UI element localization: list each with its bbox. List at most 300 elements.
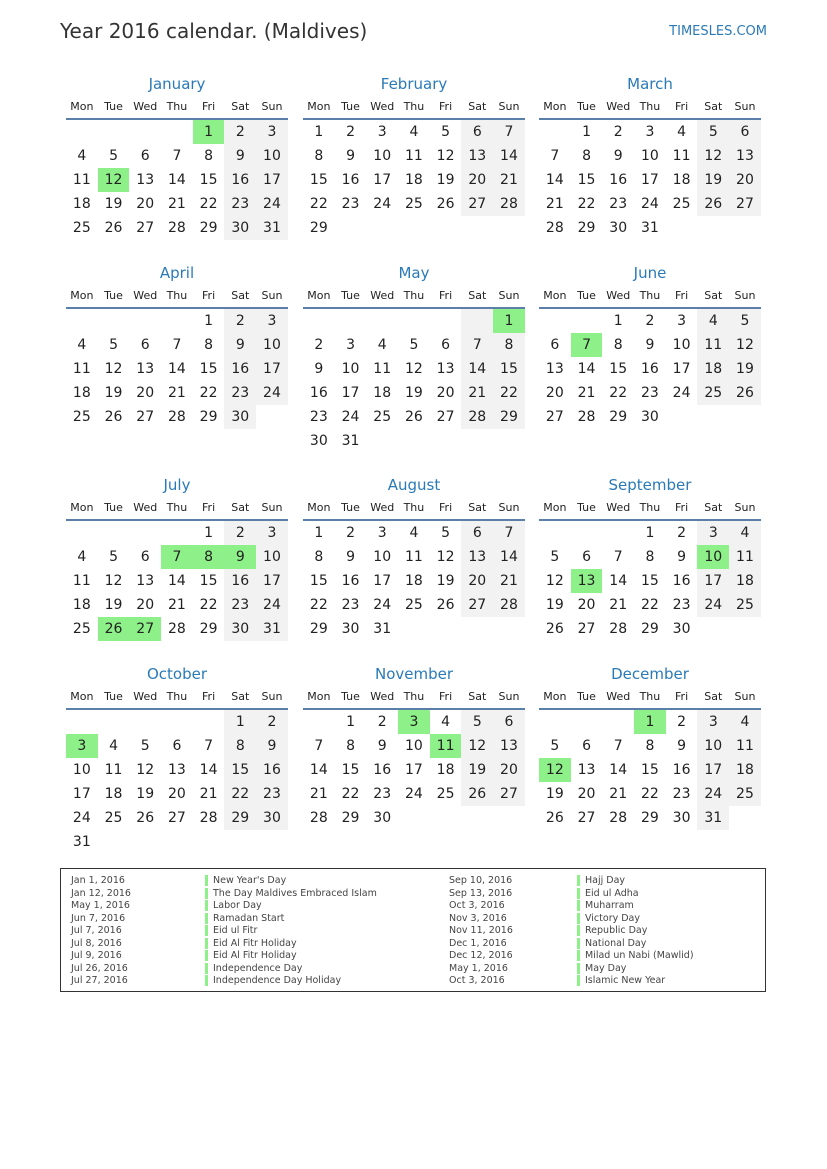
day-cell: 9: [346, 549, 355, 565]
day-cell: 15: [224, 758, 256, 782]
month-name: September: [608, 476, 692, 494]
weekday-label: Sat: [468, 501, 487, 514]
day-cell: 30: [224, 216, 256, 240]
month-name: January: [148, 75, 206, 93]
weekday-label: Tue: [341, 100, 360, 113]
day-cell: 31: [72, 834, 91, 850]
day-cell: 5: [697, 120, 729, 144]
day-cell: 30: [640, 409, 659, 425]
legend-holiday-date: Sep 13, 2016: [449, 887, 513, 899]
day-cell: 10: [341, 361, 360, 377]
legend-holiday-date: Jul 7, 2016: [71, 925, 122, 936]
week-row: [66, 333, 288, 357]
day-cell: 3: [256, 521, 288, 545]
day-cell: 2: [677, 525, 687, 541]
day-cell: 9: [314, 361, 324, 377]
day-cell: 15: [309, 573, 328, 589]
day-cell: 18: [729, 758, 761, 782]
day-cell: 29: [309, 621, 328, 637]
week-row: [66, 545, 288, 569]
empty-day-cell: [697, 405, 729, 429]
day-cell: 7: [461, 333, 493, 357]
holiday-day-cell: 9: [224, 545, 256, 569]
day-cell: 16: [609, 172, 628, 188]
weekday-label: Thu: [403, 501, 425, 514]
weekday-label: Thu: [166, 100, 188, 113]
day-cell: 20: [167, 786, 186, 802]
day-cell: 9: [224, 333, 256, 357]
empty-day-cell: [729, 806, 761, 830]
day-cell: 19: [104, 196, 123, 212]
week-row: [539, 357, 761, 381]
day-cell: 14: [167, 573, 186, 589]
day-cell: 8: [314, 148, 324, 164]
day-cell: 20: [461, 168, 493, 192]
month-weeks: [303, 710, 525, 830]
day-cell: 27: [436, 409, 455, 425]
day-cell: 10: [672, 337, 691, 353]
day-cell: 21: [167, 385, 186, 401]
empty-day-cell: [697, 617, 729, 641]
day-cell: 20: [493, 758, 525, 782]
day-cell: 24: [341, 409, 360, 425]
weekday-label: Wed: [133, 100, 158, 113]
day-cell: 28: [167, 621, 186, 637]
legend-holiday-name: Eid ul Adha: [577, 888, 639, 899]
day-cell: 28: [609, 810, 628, 826]
month-weeks: [66, 120, 288, 240]
day-cell: 23: [640, 385, 659, 401]
week-row: [66, 806, 288, 830]
day-cell: 1: [224, 710, 256, 734]
day-cell: 13: [167, 762, 186, 778]
day-cell: 22: [224, 782, 256, 806]
day-cell: 2: [346, 124, 355, 140]
day-cell: 22: [609, 385, 628, 401]
weekday-header: [66, 688, 288, 710]
weekday-label: Thu: [403, 100, 425, 113]
day-cell: 3: [677, 313, 687, 329]
day-cell: 8: [204, 337, 214, 353]
week-row: [303, 758, 525, 782]
day-cell: 29: [609, 409, 628, 425]
month-weeks: [66, 309, 288, 429]
legend-holiday-date: Jul 9, 2016: [71, 950, 122, 961]
day-cell: 29: [493, 405, 525, 429]
weekday-header: [539, 499, 761, 521]
day-cell: 2: [613, 124, 623, 140]
day-cell: 16: [672, 573, 691, 589]
week-row: [539, 168, 761, 192]
week-row: [66, 168, 288, 192]
day-cell: 30: [672, 810, 691, 826]
month-weeks: [539, 309, 761, 429]
day-cell: 20: [577, 786, 596, 802]
empty-day-cell: [493, 806, 525, 830]
day-cell: 31: [697, 806, 729, 830]
holiday-day-cell: 27: [129, 617, 161, 641]
day-cell: 18: [72, 597, 91, 613]
legend-holiday-name: Victory Day: [577, 913, 640, 924]
day-cell: 24: [640, 196, 659, 212]
day-cell: 25: [373, 409, 392, 425]
day-cell: 23: [224, 593, 256, 617]
day-cell: 2: [224, 120, 256, 144]
day-cell: 25: [672, 196, 691, 212]
day-cell: 15: [199, 573, 218, 589]
legend-row: [577, 888, 694, 901]
day-cell: 29: [199, 220, 218, 236]
day-cell: 26: [729, 381, 761, 405]
day-cell: 28: [493, 192, 525, 216]
day-cell: 25: [729, 782, 761, 806]
day-cell: 30: [672, 621, 691, 637]
day-cell: 26: [104, 220, 123, 236]
legend-holiday-date: May 1, 2016: [449, 962, 508, 974]
day-cell: 24: [697, 782, 729, 806]
day-cell: 23: [224, 192, 256, 216]
day-cell: 24: [373, 196, 392, 212]
legend-holiday-date: Nov 11, 2016: [449, 925, 513, 936]
legend-row: [577, 900, 694, 913]
day-cell: 9: [677, 549, 687, 565]
day-cell: 25: [72, 621, 91, 637]
day-cell: 15: [640, 762, 659, 778]
day-cell: 17: [404, 762, 423, 778]
day-cell: 22: [493, 381, 525, 405]
day-cell: 27: [729, 192, 761, 216]
day-cell: 12: [545, 573, 564, 589]
day-cell: 2: [256, 710, 288, 734]
day-cell: 10: [404, 738, 423, 754]
day-cell: 24: [373, 597, 392, 613]
day-cell: 10: [72, 762, 91, 778]
day-cell: 13: [577, 762, 596, 778]
day-cell: 13: [136, 172, 155, 188]
weekday-label: Tue: [104, 501, 123, 514]
day-cell: 7: [493, 521, 525, 545]
weekday-label: Wed: [370, 289, 395, 302]
day-cell: 29: [640, 810, 659, 826]
empty-day-cell: [539, 710, 571, 734]
day-cell: 6: [461, 521, 493, 545]
legend-holiday-date: Jul 8, 2016: [71, 937, 122, 949]
day-cell: 4: [677, 124, 687, 140]
legend-row: [205, 963, 377, 976]
empty-day-cell: [461, 429, 493, 453]
day-cell: 1: [346, 714, 355, 730]
weekday-label: Tue: [577, 100, 596, 113]
week-row: [539, 216, 761, 240]
legend-row: [205, 875, 377, 888]
week-row: [303, 617, 525, 641]
holiday-day-cell: 12: [539, 758, 571, 782]
empty-day-cell: [98, 521, 130, 545]
day-cell: 18: [672, 172, 691, 188]
legend-row: [71, 963, 131, 976]
day-cell: 31: [341, 433, 360, 449]
empty-day-cell: [366, 429, 398, 453]
holiday-day-cell: 8: [193, 545, 225, 569]
day-cell: 14: [545, 172, 564, 188]
legend-holiday-date: Jan 12, 2016: [71, 887, 131, 899]
day-cell: 27: [461, 192, 493, 216]
day-cell: 10: [640, 148, 659, 164]
weekday-label: Sat: [468, 289, 487, 302]
weekday-label: Wed: [133, 501, 158, 514]
empty-day-cell: [666, 405, 698, 429]
day-cell: 16: [373, 762, 392, 778]
day-cell: 25: [72, 409, 91, 425]
week-row: [66, 758, 288, 782]
day-cell: 14: [461, 357, 493, 381]
legend-row: [449, 888, 513, 901]
site-link[interactable]: TIMESLES.COM: [669, 24, 767, 39]
empty-day-cell: [66, 120, 98, 144]
day-cell: 18: [72, 385, 91, 401]
day-cell: 16: [672, 762, 691, 778]
day-cell: 25: [404, 597, 423, 613]
day-cell: 4: [77, 148, 87, 164]
day-cell: 16: [224, 168, 256, 192]
empty-day-cell: [571, 710, 603, 734]
weekday-label: Mon: [543, 501, 567, 514]
empty-day-cell: [539, 120, 571, 144]
day-cell: 12: [461, 734, 493, 758]
weekday-header: [539, 98, 761, 120]
day-cell: 13: [461, 144, 493, 168]
month-weeks: [539, 710, 761, 830]
day-cell: 14: [167, 361, 186, 377]
holiday-day-cell: 12: [98, 168, 130, 192]
day-cell: 31: [256, 617, 288, 641]
week-row: [539, 381, 761, 405]
day-cell: 30: [609, 220, 628, 236]
week-row: [303, 569, 525, 593]
day-cell: 19: [436, 172, 455, 188]
empty-day-cell: [66, 521, 98, 545]
week-row: [303, 333, 525, 357]
legend-names-left: [205, 875, 377, 988]
day-cell: 21: [493, 569, 525, 593]
legend-row: [577, 875, 694, 888]
legend-row: [449, 900, 513, 913]
day-cell: 29: [199, 621, 218, 637]
day-cell: 22: [199, 196, 218, 212]
day-cell: 23: [341, 597, 360, 613]
day-cell: 12: [729, 333, 761, 357]
day-cell: 5: [550, 738, 560, 754]
month-name: April: [159, 264, 195, 282]
month-weeks: [303, 521, 525, 641]
day-cell: 25: [72, 220, 91, 236]
empty-day-cell: [129, 309, 161, 333]
day-cell: 15: [577, 172, 596, 188]
empty-day-cell: [66, 309, 98, 333]
month-weeks: [303, 309, 525, 453]
day-cell: 26: [436, 196, 455, 212]
weekday-label: Tue: [104, 100, 123, 113]
day-cell: 9: [677, 738, 687, 754]
month-name: October: [146, 665, 208, 683]
holiday-day-cell: 3: [398, 710, 430, 734]
day-cell: 18: [697, 357, 729, 381]
legend-row: [71, 888, 131, 901]
day-cell: 15: [199, 172, 218, 188]
day-cell: 22: [577, 196, 596, 212]
empty-day-cell: [398, 309, 430, 333]
day-cell: 28: [461, 405, 493, 429]
legend-row: [205, 925, 377, 938]
day-cell: 7: [314, 738, 324, 754]
day-cell: 13: [436, 361, 455, 377]
empty-day-cell: [129, 521, 161, 545]
day-cell: 15: [609, 361, 628, 377]
day-cell: 29: [199, 409, 218, 425]
day-cell: 20: [136, 196, 155, 212]
day-cell: 6: [493, 710, 525, 734]
day-cell: 2: [346, 525, 355, 541]
day-cell: 29: [309, 220, 328, 236]
day-cell: 1: [204, 313, 214, 329]
day-cell: 24: [72, 810, 91, 826]
weekday-label: Fri: [202, 501, 216, 514]
day-cell: 20: [577, 597, 596, 613]
day-cell: 14: [309, 762, 328, 778]
week-row: [66, 593, 288, 617]
weekday-label: Sat: [704, 100, 723, 113]
day-cell: 22: [199, 597, 218, 613]
day-cell: 8: [613, 337, 623, 353]
day-cell: 3: [256, 120, 288, 144]
day-cell: 4: [729, 710, 761, 734]
day-cell: 16: [341, 172, 360, 188]
weekday-label: Mon: [70, 690, 94, 703]
legend-holiday-name: Labor Day: [205, 900, 262, 911]
weekday-label: Sun: [261, 690, 283, 703]
day-cell: 22: [341, 786, 360, 802]
day-cell: 17: [256, 168, 288, 192]
empty-day-cell: [335, 216, 367, 240]
weekday-label: Sun: [261, 289, 283, 302]
week-row: [66, 710, 288, 734]
weekday-label: Sat: [468, 100, 487, 113]
day-cell: 26: [136, 810, 155, 826]
day-cell: 3: [256, 309, 288, 333]
week-row: [539, 120, 761, 144]
legend-holiday-date: Sep 10, 2016: [449, 875, 513, 886]
day-cell: 5: [461, 710, 493, 734]
day-cell: 6: [140, 337, 150, 353]
day-cell: 1: [582, 124, 591, 140]
month-name: November: [374, 665, 454, 683]
day-cell: 11: [404, 148, 423, 164]
weekday-label: Sat: [704, 690, 723, 703]
day-cell: 8: [645, 738, 655, 754]
month-name: May: [398, 264, 430, 282]
day-cell: 14: [493, 144, 525, 168]
weekday-label: Fri: [675, 289, 689, 302]
day-cell: 21: [167, 196, 186, 212]
empty-day-cell: [697, 216, 729, 240]
day-cell: 16: [640, 361, 659, 377]
empty-day-cell: [193, 830, 225, 854]
day-cell: 17: [373, 573, 392, 589]
weekday-label: Wed: [606, 501, 631, 514]
legend-row: [449, 963, 513, 976]
day-cell: 21: [199, 786, 218, 802]
weekday-label: Tue: [577, 690, 596, 703]
weekday-label: Sat: [231, 501, 250, 514]
week-row: [303, 806, 525, 830]
day-cell: 24: [697, 593, 729, 617]
day-cell: 4: [729, 521, 761, 545]
day-cell: 11: [72, 573, 91, 589]
month-name: July: [163, 476, 191, 494]
week-row: [303, 144, 525, 168]
day-cell: 13: [136, 573, 155, 589]
day-cell: 12: [404, 361, 423, 377]
day-cell: 30: [224, 405, 256, 429]
day-cell: 19: [136, 786, 155, 802]
weekday-label: Tue: [104, 289, 123, 302]
day-cell: 11: [72, 361, 91, 377]
week-row: [303, 734, 525, 758]
day-cell: 2: [377, 714, 387, 730]
day-cell: 4: [109, 738, 118, 754]
day-cell: 7: [550, 148, 560, 164]
day-cell: 25: [729, 593, 761, 617]
legend-holiday-name: Hajj Day: [577, 875, 625, 886]
day-cell: 4: [697, 309, 729, 333]
legend-holiday-date: Jul 27, 2016: [71, 975, 128, 986]
weekday-header: [303, 287, 525, 309]
day-cell: 29: [577, 220, 596, 236]
day-cell: 20: [729, 168, 761, 192]
weekday-label: Wed: [370, 501, 395, 514]
day-cell: 8: [224, 734, 256, 758]
empty-day-cell: [461, 216, 493, 240]
week-row: [539, 734, 761, 758]
weekday-label: Tue: [341, 289, 360, 302]
day-cell: 11: [697, 333, 729, 357]
holiday-day-cell: 13: [571, 569, 603, 593]
day-cell: 27: [577, 810, 596, 826]
day-cell: 3: [697, 521, 729, 545]
weekday-label: Mon: [543, 289, 567, 302]
day-cell: 21: [461, 381, 493, 405]
weekday-label: Mon: [543, 100, 567, 113]
day-cell: 13: [136, 361, 155, 377]
weekday-label: Mon: [70, 289, 94, 302]
day-cell: 27: [136, 220, 155, 236]
day-cell: 18: [729, 569, 761, 593]
day-cell: 12: [697, 144, 729, 168]
empty-day-cell: [129, 830, 161, 854]
legend-holiday-date: Jun 7, 2016: [71, 912, 126, 924]
day-cell: 28: [545, 220, 564, 236]
day-cell: 20: [436, 385, 455, 401]
legend-row: [71, 975, 131, 988]
week-row: [303, 120, 525, 144]
day-cell: 2: [224, 521, 256, 545]
day-cell: 31: [256, 216, 288, 240]
legend-row: [71, 900, 131, 913]
weekday-label: Mon: [70, 501, 94, 514]
day-cell: 10: [373, 549, 392, 565]
weekday-label: Thu: [639, 690, 661, 703]
empty-day-cell: [461, 806, 493, 830]
